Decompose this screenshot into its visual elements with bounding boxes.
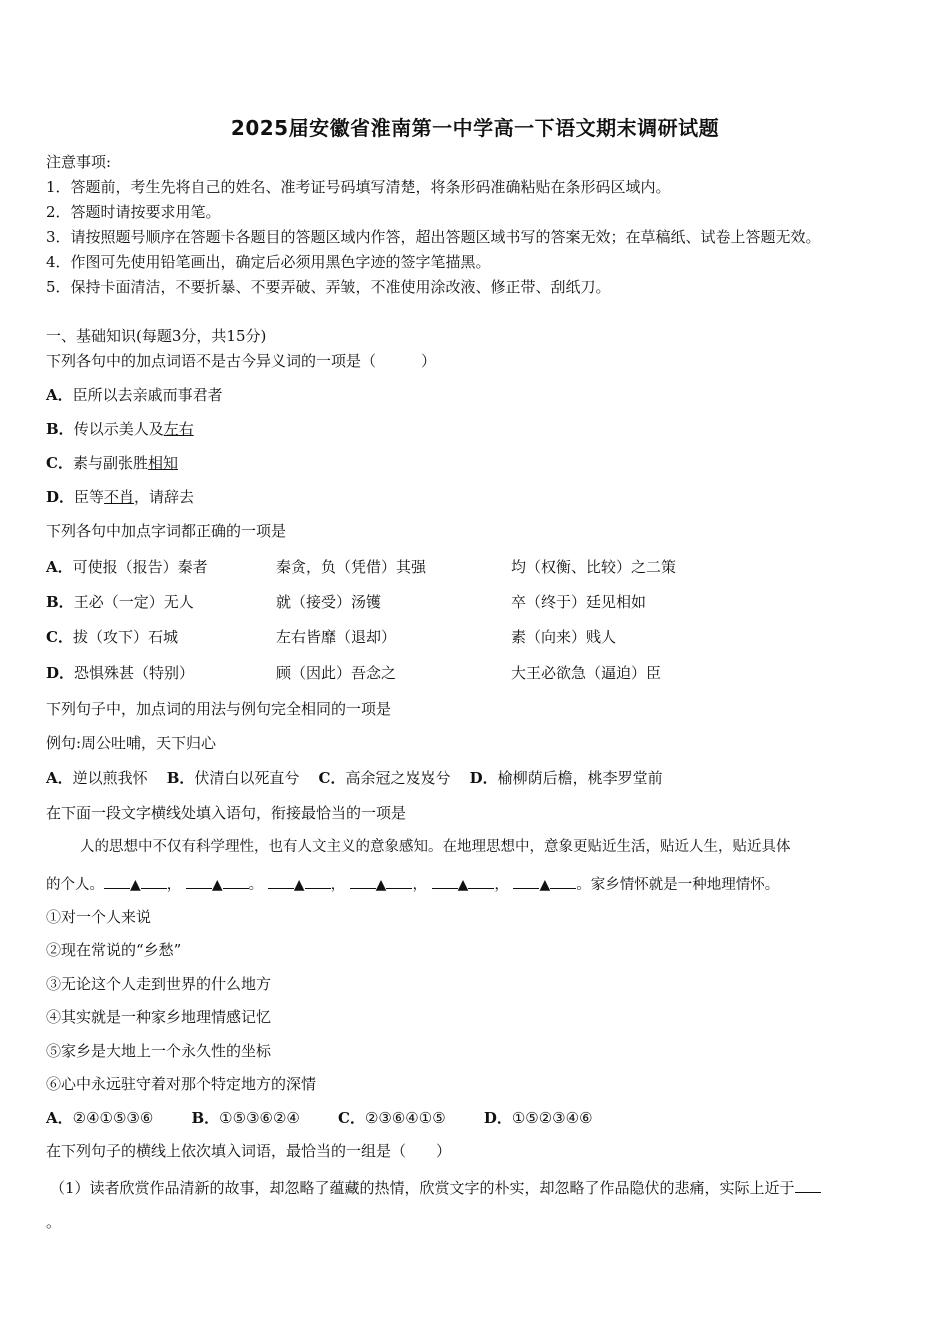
q5-stem: 在下列句子的横线上依次填入词语，最恰当的一组是（ ） bbox=[46, 1142, 452, 1160]
option-text: 拔（攻下）石城 bbox=[72, 628, 178, 646]
notice-item: 4．作图可先使用铅笔画出，确定后必须用黑色字迹的签字笔描黑。 bbox=[46, 253, 491, 271]
option-text: 臣所以去亲戚而事君者 bbox=[72, 386, 223, 404]
option-text: 伏清白以死直兮 bbox=[194, 769, 300, 787]
q4-sentence-6: ⑥心中永远驻守着对那个特定地方的深情 bbox=[46, 1075, 317, 1093]
option-text: 传以示美人及 bbox=[73, 420, 164, 438]
notice-item: 2．答题时请按要求用笔。 bbox=[46, 203, 221, 221]
passage-text: 的个人。 bbox=[46, 877, 104, 893]
notice-item: 5．保持卡面清洁，不要折暴、不要弄破、弄皱，不准使用涂改液、修正带、刮纸刀。 bbox=[46, 278, 611, 296]
option-label: C． bbox=[46, 628, 73, 646]
q4-passage-line2: 的个人。 ▲ ， ▲ 。 ▲ ， ▲ ， ▲ ， ▲ 。家乡情怀就是一种地理情怀。 bbox=[46, 874, 779, 895]
blank-line bbox=[223, 874, 249, 889]
blank-marker: ▲ bbox=[539, 877, 551, 893]
section-heading: 一、基础知识(每题3分，共15分) bbox=[46, 327, 267, 345]
option-text: ②③⑥④①⑤ bbox=[364, 1109, 446, 1127]
option-label: C． bbox=[338, 1109, 365, 1127]
blank-line bbox=[141, 874, 167, 889]
blank-line bbox=[468, 874, 494, 889]
q4-sentence-2: ②现在常说的“乡愁” bbox=[46, 941, 182, 959]
blank-marker: ▲ bbox=[293, 877, 305, 893]
q4-sentence-4: ④其实就是一种家乡地理情感记忆 bbox=[46, 1008, 272, 1026]
blank-marker: ▲ bbox=[211, 877, 223, 893]
q2-option-c-col2: 左右皆靡（退却） bbox=[276, 628, 397, 646]
blank-line bbox=[386, 874, 412, 889]
option-label: D． bbox=[483, 1109, 512, 1127]
blank-line bbox=[432, 874, 458, 889]
underlined-word: 相知 bbox=[147, 454, 178, 472]
q4-sentence-1: ①对一个人来说 bbox=[46, 908, 152, 926]
q3-example: 例句:周公吐哺，天下归心 bbox=[46, 734, 217, 752]
blank-line bbox=[186, 874, 212, 889]
notice-item: 1．答题前，考生先将自己的姓名、准考证号码填写清楚，将条形码准确粘贴在条形码区域内。 bbox=[46, 178, 671, 196]
blank-line bbox=[104, 874, 130, 889]
option-label: A． bbox=[46, 769, 73, 787]
option-text: 可使报（报告）秦者 bbox=[72, 558, 208, 576]
option-text: ①⑤③⑥②④ bbox=[219, 1109, 300, 1127]
q2-option-b-label bbox=[46, 592, 194, 612]
option-text: ②④①⑤③⑥ bbox=[72, 1109, 154, 1127]
q4-sentence-5: ⑤家乡是大地上一个永久性的坐标 bbox=[46, 1042, 272, 1060]
q2-option-a-label bbox=[46, 557, 208, 577]
q1-option-c bbox=[46, 453, 178, 473]
blank-marker: ▲ bbox=[375, 877, 387, 893]
q2-option-a-col2: 秦贪，负（凭借）其强 bbox=[276, 558, 427, 576]
option-label: A． bbox=[46, 386, 73, 404]
q2-option-c-col3: 素（向来）贱人 bbox=[511, 628, 617, 646]
option-text: ，请辞去 bbox=[134, 488, 195, 506]
q2-option-b-col3: 卒（终于）廷见相如 bbox=[511, 593, 647, 611]
notice-heading: 注意事项: bbox=[46, 153, 112, 171]
q4-sentence-3: ③无论这个人走到世界的什么地方 bbox=[46, 975, 272, 993]
option-label: B． bbox=[191, 1109, 220, 1127]
page-title: 2025届安徽省淮南第一中学高一下语文期末调研试题 bbox=[230, 116, 720, 140]
passage-text: 。家乡情怀就是一种地理情怀。 bbox=[576, 877, 780, 893]
underlined-word: 左右 bbox=[163, 420, 194, 438]
blank-line bbox=[268, 874, 294, 889]
q4-stem: 在下面一段文字横线处填入语句，衔接最恰当的一项是 bbox=[46, 804, 407, 822]
option-label: D． bbox=[46, 664, 75, 682]
option-label: D． bbox=[46, 488, 75, 506]
option-text: 榆柳荫后檐，桃李罗堂前 bbox=[497, 769, 663, 787]
q3-options bbox=[46, 768, 663, 788]
blank-line bbox=[550, 874, 576, 889]
q4-passage-line1: 人的思想中不仅有科学理性，也有人文主义的意象感知。在地理思想中，意象更贴近生活，贴近人生，贴近具体 bbox=[80, 839, 791, 855]
option-text: 素与副张胜 bbox=[72, 454, 148, 472]
option-label: B． bbox=[166, 769, 195, 787]
option-text: 臣等 bbox=[74, 488, 105, 506]
q2-option-d-label bbox=[46, 663, 194, 683]
option-label: D． bbox=[469, 769, 498, 787]
q1-stem: 下列各句中的加点词语不是古今异义词的一项是（ ） bbox=[46, 352, 437, 370]
blank-marker: ▲ bbox=[130, 877, 141, 893]
q1-option-d bbox=[46, 487, 194, 507]
blank-marker: ▲ bbox=[457, 877, 469, 893]
q2-option-d-col3: 大王必欲急（逼迫）臣 bbox=[511, 664, 662, 682]
blank-line bbox=[513, 874, 539, 889]
blank-line bbox=[305, 874, 331, 889]
q2-option-b-col2: 就（接受）汤镬 bbox=[276, 593, 382, 611]
q2-stem: 下列各句中加点字词都正确的一项是 bbox=[46, 522, 287, 540]
blank-line bbox=[350, 874, 376, 889]
q3-stem: 下列句子中，加点词的用法与例句完全相同的一项是 bbox=[46, 700, 392, 718]
option-label: C． bbox=[318, 769, 346, 787]
q2-option-d-col2: 顾（因此）吾念之 bbox=[276, 664, 397, 682]
sentence-text: （1）读者欣赏作品清新的故事，却忽略了蕴藏的热情，欣赏文字的朴实，却忽略了作品隐伏的悲痛，实际上近于 bbox=[50, 1179, 795, 1197]
q2-option-a-col3: 均（权衡、比较）之二策 bbox=[511, 558, 677, 576]
q5-sentence-1 bbox=[50, 1178, 821, 1198]
notice-item: 3．请按照题号顺序在答题卡各题目的答题区域内作答，超出答题区域书写的答案无效；在草稿纸、试卷上答题无效。 bbox=[46, 228, 821, 246]
q4-options bbox=[46, 1108, 593, 1128]
underlined-word: 不肖 bbox=[104, 488, 135, 506]
q1-option-a bbox=[46, 385, 223, 405]
option-text: 逆以煎我怀 bbox=[72, 769, 148, 787]
q2-option-c-label bbox=[46, 627, 178, 647]
fill-blank bbox=[795, 1178, 821, 1193]
option-label: B． bbox=[46, 593, 74, 611]
option-text: 恐惧殊甚（特别） bbox=[74, 664, 195, 682]
option-text: ①⑤②③④⑥ bbox=[511, 1109, 593, 1127]
q5-sentence-1-end: 。 bbox=[46, 1213, 62, 1231]
option-label: B． bbox=[46, 420, 74, 438]
option-label: C． bbox=[46, 454, 73, 472]
option-label: A． bbox=[46, 1109, 73, 1127]
option-text: 王必（一定）无人 bbox=[73, 593, 194, 611]
option-text: 高余冠之岌岌兮 bbox=[345, 769, 451, 787]
option-label: A． bbox=[46, 558, 73, 576]
q1-option-b bbox=[46, 419, 194, 439]
